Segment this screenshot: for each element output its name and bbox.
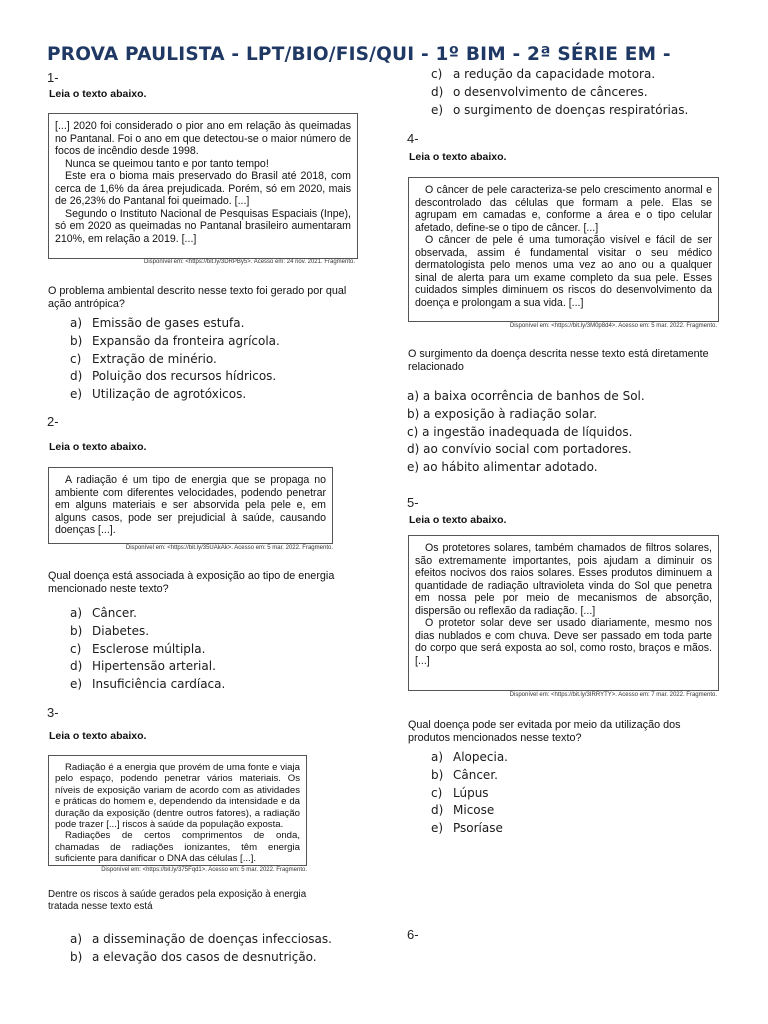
question-5-option-a[interactable]: a) Alopecia. — [431, 750, 508, 764]
question-1-number: 1- — [47, 70, 59, 85]
question-2-text-box — [48, 467, 333, 544]
question-4-source: Disponível em: <https://bit.ly/3M0p8d4>. Acesso em: 5 mar. 2022. Fragmento. — [509, 323, 717, 329]
question-1-lead: Leia o texto abaixo. — [49, 88, 147, 100]
question-5-paragraph: O protetor solar deve ser usado diariamente, mesmo nos dias nublados e com chuva. Deve ser passado em toda parte do corpo que será exposta ao sol, como rosto, braços e mãos. [...] — [415, 617, 712, 667]
question-3-number: 3- — [47, 705, 59, 720]
question-4-paragraph: O câncer de pele é uma tumoração visível e fácil de ser observada, assim é fundamental visitar o seu médico dermatologista pelo menos uma vez ao ano ou a qualquer sinal de alerta para um exame completo da sua pele. Esses cuidados simples diminuem os riscos do desenvolvimento da doença e prolongam a sua vida. [...] — [415, 234, 712, 309]
question-3-stem: Dentre os riscos à saúde gerados pela exposição à energia tratada nesse texto está — [48, 889, 307, 912]
question-5-stem: Qual doença pode ser evitada por meio da utilização dos produtos mencionados nesse texto? — [408, 719, 681, 744]
question-1-option-e[interactable]: e) Utilização de agrotóxicos. — [70, 387, 247, 402]
question-3-text-box — [48, 755, 307, 866]
question-3-option-c[interactable]: c) a redução da capacidade motora. — [431, 67, 656, 81]
question-1-option-b[interactable]: b) Expansão da fronteira agrícola. — [70, 333, 280, 348]
question-5-paragraph: Os protetores solares, também chamados de filtros solares, são extremamente importantes, pois ajudam a diminuir os efeitos nocivos dos raios solares. Esses produtos diminuem a quantidade de radiação ultravioleta vinda do Sol que penetra em nossa pele por meio de mecanismos de absorção, dispersão ou reflexão da radiação. [...] — [415, 542, 712, 617]
question-1-option-d[interactable]: d) Poluição dos recursos hídricos. — [70, 369, 277, 384]
question-5-option-c[interactable]: c) Lúpus — [431, 785, 489, 800]
question-5-option-e[interactable]: e) Psoríase — [431, 821, 503, 836]
question-2-source: Disponível em: <https://bit.ly/35UAkAk>. Acesso em: 5 mar. 2022. Fragmento. — [125, 545, 333, 551]
question-5-number: 5- — [407, 495, 419, 510]
question-3-options-right — [431, 67, 688, 120]
question-5-options — [431, 750, 508, 839]
question-3-option-a[interactable]: a) a disseminação de doenças infecciosas. — [70, 932, 332, 946]
page-title: PROVA PAULISTA - LPT/BIO/FIS/QUI - 1º BIM - 2ª SÉRIE EM - — [47, 44, 671, 65]
question-4-paragraph: O câncer de pele caracteriza-se pelo crescimento anormal e descontrolado das células que formam a pele. Elas se agrupam em camadas e, conforme a área e o tipo celular afetado, define-se o tipo de câncer. [...] — [415, 184, 712, 234]
question-2-option-b[interactable]: b) Diabetes. — [70, 623, 150, 638]
question-1-paragraph: Nunca se queimou tanto e por tanto tempo! — [65, 157, 269, 170]
question-2-option-c[interactable]: c) Esclerose múltipla. — [70, 641, 206, 656]
question-1-paragraph: Este era o bioma mais preservado do Brasil até 2018, com cerca de 1,6% da área prejudicada. Porém, só em 2020, mais de 26,23% do Pantanal foi queimado. [...] — [55, 170, 351, 207]
question-4-option-e[interactable]: e) ao hábito alimentar adotado. — [407, 460, 598, 475]
question-5-option-d[interactable]: d) Micose — [431, 803, 495, 818]
question-3-option-d[interactable]: d) o desenvolvimento de cânceres. — [431, 84, 648, 99]
question-4-option-b[interactable]: b) a exposição à radiação solar. — [407, 406, 598, 421]
question-4-stem: O surgimento da doença descrita nesse texto está diretamente relacionado — [408, 348, 709, 373]
question-5-source: Disponível em: <https://bit.ly/3IRRYTY>. Acesso em: 7 mar. 2022. Fragmento. — [509, 692, 717, 698]
question-1-paragraph: [...] 2020 foi considerado o pior ano em relação às queimadas no Pantanal. Foi o ano em que detectou-se o maior número de focos de incêndio desde 1998. — [55, 120, 351, 157]
question-1-text-box — [48, 113, 358, 259]
question-2-number: 2- — [47, 414, 59, 429]
question-4-lead: Leia o texto abaixo. — [409, 151, 507, 163]
question-2-option-a[interactable]: a) Câncer. — [70, 606, 137, 620]
question-1-option-a[interactable]: a) Emissão de gases estufa. — [70, 316, 245, 330]
question-1-stem: O problema ambiental descrito nesse texto foi gerado por qual ação antrópica? — [48, 285, 347, 310]
question-3-paragraph: Radiações de certos comprimentos de onda, chamadas de radiações ionizantes, têm energia suficiente para danificar o DNA das células [...]. — [55, 830, 300, 865]
question-6-number: 6- — [407, 927, 419, 942]
question-2-options — [70, 606, 225, 695]
question-1-option-c[interactable]: c) Extração de minério. — [70, 351, 217, 366]
question-2-option-e[interactable]: e) Insuficiência cardíaca. — [70, 677, 226, 692]
question-3-paragraph: Radiação é a energia que provém de uma fonte e viaja pelo espaço, podendo penetrar vários materiais. Os níveis de exposição variam de acordo com as atividades e práticas do homem e, dependendo da intensidade e da duração da exposição (dentre outros fatores), a radiação pode trazer [...] riscos à saúde da população exposta. — [55, 762, 300, 831]
question-2-paragraph: A radiação é um tipo de energia que se propaga no ambiente com diferentes velocidades, podendo penetrar em alguns materiais e ser absorvida pela pele e, em alguns casos, pode ser prejudicial à saúde, causando doenças [...]. — [55, 474, 326, 536]
question-4-option-d[interactable]: d) ao convívio social com portadores. — [407, 442, 632, 457]
question-3-option-e[interactable]: e) o surgimento de doenças respiratórias. — [431, 102, 689, 117]
question-5-option-b[interactable]: b) Câncer. — [431, 767, 498, 782]
question-1-source: Disponível em: <https://bit.ly/3DRPBy5>. Acesso em: 24 nov. 2021. Fragmento. — [144, 259, 355, 265]
question-4-option-c[interactable]: c) a ingestão inadequada de líquidos. — [407, 424, 633, 439]
question-2-option-d[interactable]: d) Hipertensão arterial. — [70, 659, 216, 674]
question-3-options-left — [70, 932, 332, 968]
question-5-lead: Leia o texto abaixo. — [409, 514, 507, 526]
question-2-stem: Qual doença está associada à exposição ao tipo de energia mencionado neste texto? — [48, 570, 335, 595]
question-1-paragraph: Segundo o Instituto Nacional de Pesquisas Espaciais (Inpe), só em 2020 as queimadas no Pantanal brasileiro aumentaram 210%, em relação a 2019. [...] — [55, 207, 351, 245]
question-3-lead: Leia o texto abaixo. — [49, 730, 147, 742]
question-4-option-a[interactable]: a) a baixa ocorrência de banhos de Sol. — [407, 389, 645, 403]
question-4-text-box — [408, 177, 719, 322]
question-4-number: 4- — [407, 131, 419, 146]
question-1-options — [70, 316, 280, 405]
question-3-source: Disponível em: <https://bit.ly/375Fqd1>. Acesso em: 5 mar. 2022. Fragmento. — [101, 867, 307, 873]
question-3-option-b[interactable]: b) a elevação dos casos de desnutrição. — [70, 949, 317, 964]
question-5-text-box — [408, 535, 719, 691]
question-2-lead: Leia o texto abaixo. — [49, 441, 147, 453]
question-4-options — [407, 389, 645, 478]
